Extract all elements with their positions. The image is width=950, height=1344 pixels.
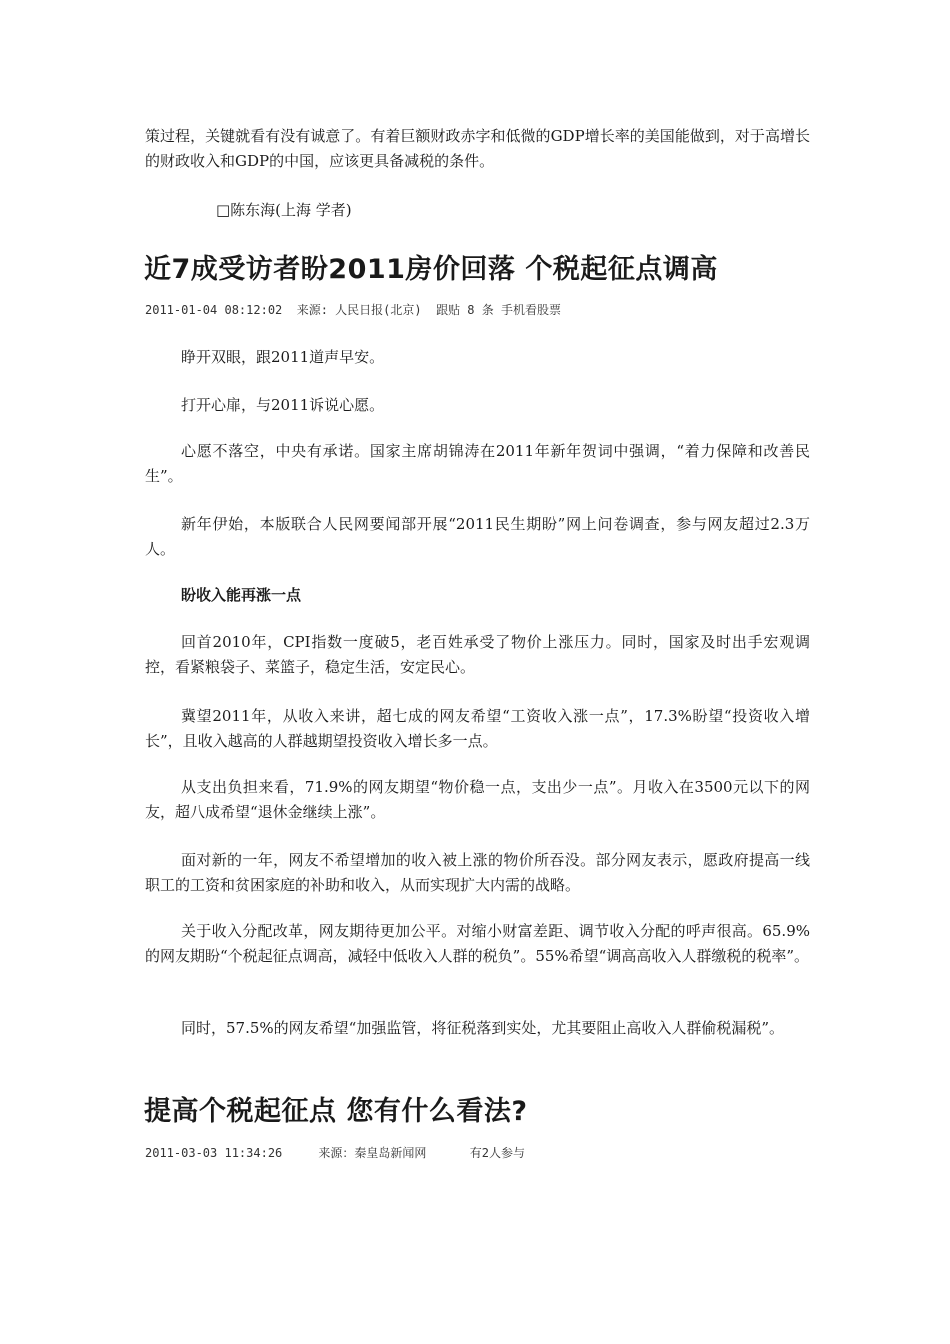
article1-meta: 2011-01-04 08:12:02 来源: 人民日报(北京) 跟贴 8 条 手机看股票 bbox=[145, 303, 561, 317]
article1-title: 近7成受访者盼2011房价回落 个税起征点调高 bbox=[144, 254, 718, 285]
article1-paragraph: 关于收入分配改革，网友期待更加公平。对缩小财富差距、调节收入分配的呼声很高。65.9%的网友期盼“个税起征点调高，减轻中低收入人群的税负”。55%希望“调高高收入人群缴税的税率”。 bbox=[145, 922, 810, 965]
article1-paragraph: 新年伊始，本版联合人民网要闻部开展“2011民生期盼”网上问卷调查，参与网友超过2.3万人。 bbox=[145, 515, 810, 558]
prev-article-closing-paragraph: 策过程，关键就看有没有诚意了。有着巨额财政赤字和低微的GDP增长率的美国能做到，对于高增长的财政收入和GDP的中国，应该更具备减税的条件。 bbox=[145, 127, 810, 170]
article1-paragraph: 面对新的一年，网友不希望增加的收入被上涨的物价所吞没。部分网友表示，愿政府提高一线职工的工资和贫困家庭的补助和收入，从而实现扩大内需的战略。 bbox=[145, 851, 810, 894]
article2-meta: 2011-03-03 11:34:26 来源：秦皇岛新闻网 有2人参与 bbox=[145, 1146, 525, 1160]
article1-paragraph: 从支出负担来看，71.9%的网友期望“物价稳一点，支出少一点”。月收入在3500元以下的网友，超八成希望“退休金继续上涨”。 bbox=[145, 778, 810, 821]
article1-paragraph: 打开心扉，与2011诉说心愿。 bbox=[181, 396, 385, 414]
prev-article-byline: □陈东海(上海 学者) bbox=[216, 201, 352, 219]
article1-paragraph: 睁开双眼，跟2011道声早安。 bbox=[181, 348, 385, 366]
article2-title: 提高个税起征点 您有什么看法? bbox=[144, 1096, 528, 1127]
article1-paragraph: 同时，57.5%的网友希望“加强监管，将征税落到实处，尤其要阻止高收入人群偷税漏税”。 bbox=[181, 1019, 784, 1037]
article1-subhead: 盼收入能再涨一点 bbox=[181, 586, 302, 604]
article1-paragraph: 心愿不落空，中央有承诺。国家主席胡锦涛在2011年新年贺词中强调，“着力保障和改善民生”。 bbox=[145, 442, 810, 485]
article1-paragraph: 回首2010年，CPI指数一度破5，老百姓承受了物价上涨压力。同时，国家及时出手宏观调控，看紧粮袋子、菜篮子，稳定生活，安定民心。 bbox=[145, 633, 810, 676]
article1-paragraph: 冀望2011年，从收入来讲，超七成的网友希望“工资收入涨一点”，17.3%盼望“投资收入增长”，且收入越高的人群越期望投资收入增长多一点。 bbox=[145, 707, 810, 750]
